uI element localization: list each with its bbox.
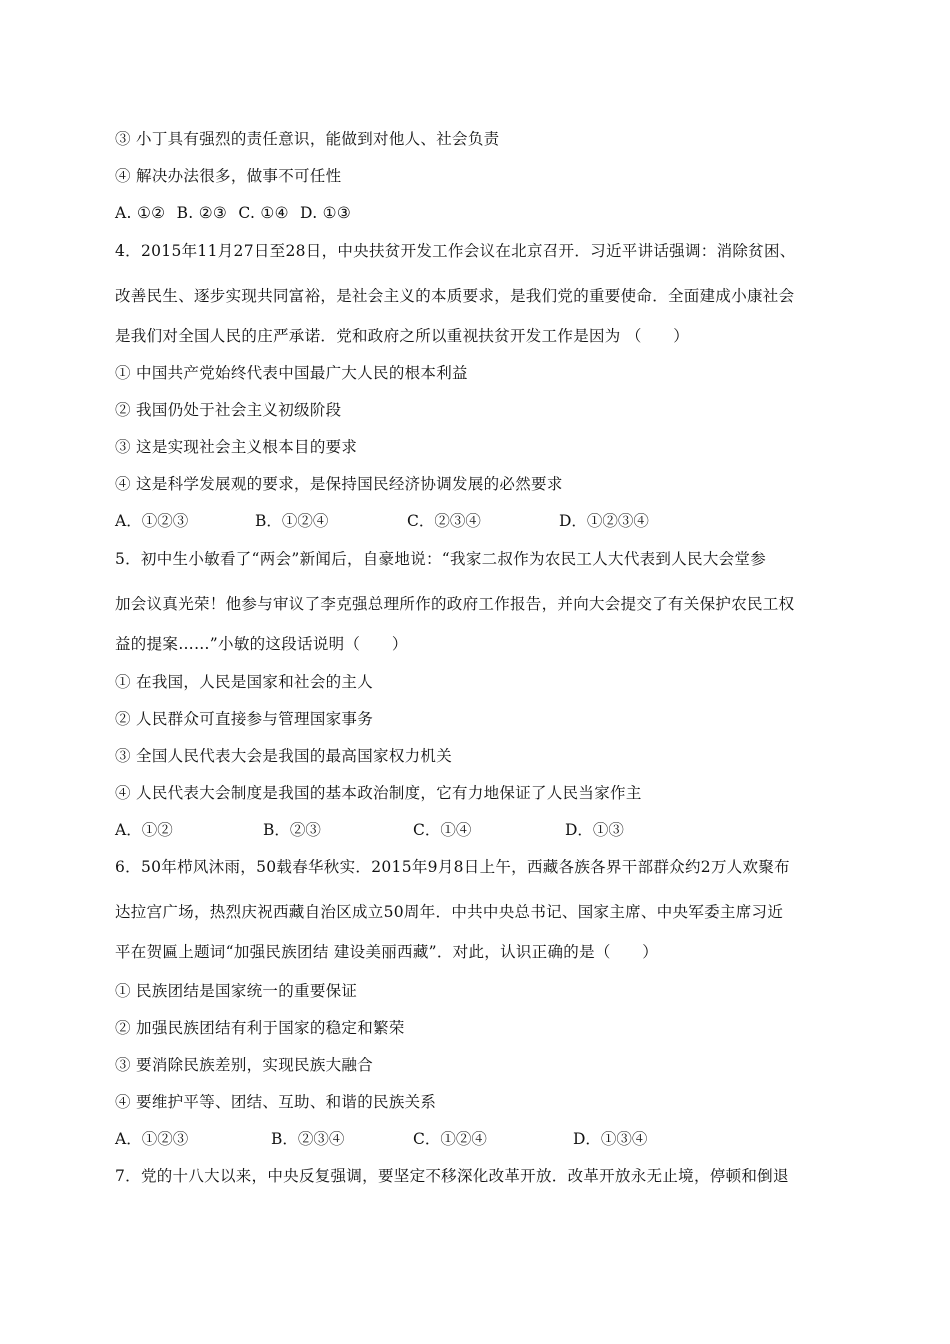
q5-item-4: ④ 人民代表大会制度是我国的基本政治制度，它有力地保证了人民当家作主 — [115, 784, 642, 802]
q5-options — [115, 819, 845, 841]
q6-option-b: B．②③④ — [271, 1130, 345, 1148]
q5-option-d: D．①③ — [565, 821, 624, 839]
q4-stem-line-3: 是我们对全国人民的庄严承诺．党和政府之所以重视扶贫开发工作是因为 （ ） — [115, 327, 690, 345]
q7-stem-line-1: 7．党的十八大以来，中央反复强调，要坚定不移深化改革开放．改革开放永无止境，停顿和倒退 — [115, 1167, 789, 1185]
q3-options — [115, 202, 845, 224]
q5-option-b: B．②③ — [263, 821, 321, 839]
q3-option-d: D. ①③ — [300, 204, 352, 222]
q6-item-4: ④ 要维护平等、团结、互助、和谐的民族关系 — [115, 1093, 437, 1111]
q4-option-b: B．①②④ — [255, 512, 329, 530]
q5-item-3: ③ 全国人民代表大会是我国的最高国家权力机关 — [115, 747, 453, 765]
q6-option-c: C．①②④ — [413, 1130, 487, 1148]
q6-item-3: ③ 要消除民族差别，实现民族大融合 — [115, 1056, 374, 1074]
q4-item-4: ④ 这是科学发展观的要求，是保持国民经济协调发展的必然要求 — [115, 475, 563, 493]
q4-item-3: ③ 这是实现社会主义根本目的要求 — [115, 438, 358, 456]
q5-item-1: ① 在我国，人民是国家和社会的主人 — [115, 673, 374, 691]
q6-stem-line-3: 平在贺匾上题词“加强民族团结 建设美丽西藏”．对此，认识正确的是（ ） — [115, 943, 659, 961]
q5-item-2: ② 人民群众可直接参与管理国家事务 — [115, 710, 374, 728]
q4-stem-line-1: 4．2015年11月27日至28日，中央扶贫开发工作会议在北京召开．习近平讲话强调：消除贫困、 — [115, 242, 796, 260]
q3-item-4: ④ 解决办法很多，做事不可任性 — [115, 167, 342, 185]
q4-stem-line-2: 改善民生、逐步实现共同富裕，是社会主义的本质要求，是我们党的重要使命．全面建成小康社会 — [115, 287, 795, 305]
q5-option-a: A．①② — [115, 821, 173, 839]
q4-option-c: C．②③④ — [407, 512, 481, 530]
q4-item-1: ① 中国共产党始终代表中国最广大人民的根本利益 — [115, 364, 468, 382]
q6-item-2: ② 加强民族团结有利于国家的稳定和繁荣 — [115, 1019, 405, 1037]
q3-item-3: ③ 小丁具有强烈的责任意识，能做到对他人、社会负责 — [115, 130, 500, 148]
q3-option-c: C. ①④ — [238, 204, 289, 222]
q3-option-a: A. ①② — [115, 204, 166, 222]
q6-stem-line-2: 达拉宫广场，热烈庆祝西藏自治区成立50周年．中共中央总书记、国家主席、中央军委主席习近 — [115, 903, 784, 921]
q6-options — [115, 1128, 845, 1150]
q3-option-b: B. ②③ — [176, 204, 228, 222]
q5-stem-line-3: 益的提案……”小敏的这段话说明（ ） — [115, 635, 408, 653]
q4-option-a: A．①②③ — [115, 512, 189, 530]
q5-stem-line-1: 5．初中生小敏看了“两会”新闻后，自豪地说：“我家二叔作为农民工人大代表到人民大会堂参 — [115, 550, 767, 568]
q4-options — [115, 510, 845, 532]
q6-item-1: ① 民族团结是国家统一的重要保证 — [115, 982, 358, 1000]
q6-option-a: A．①②③ — [115, 1130, 189, 1148]
q4-option-d: D．①②③④ — [559, 512, 649, 530]
q5-option-c: C．①④ — [413, 821, 472, 839]
q6-stem-line-1: 6．50年栉风沐雨，50载春华秋实．2015年9月8日上午，西藏各族各界干部群众约2万人欢聚布 — [115, 858, 790, 876]
q4-item-2: ② 我国仍处于社会主义初级阶段 — [115, 401, 342, 419]
q6-option-d: D．①③④ — [573, 1130, 648, 1148]
q5-stem-line-2: 加会议真光荣！他参与审议了李克强总理所作的政府工作报告，并向大会提交了有关保护农民工权 — [115, 595, 795, 613]
